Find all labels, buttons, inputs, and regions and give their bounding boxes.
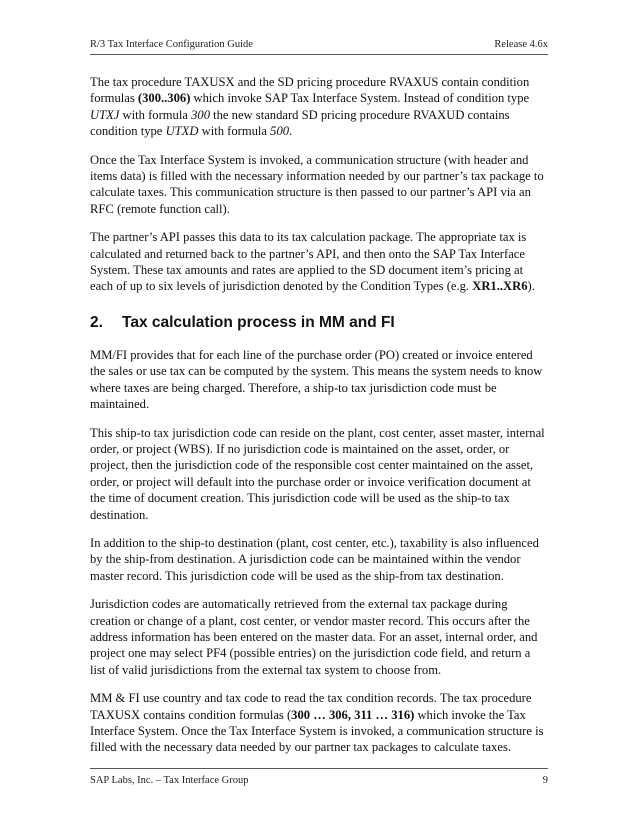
header-divider xyxy=(90,54,548,55)
condition-type-utxj: UTXJ xyxy=(90,107,120,122)
paragraph-partner-api xyxy=(90,229,548,295)
paragraph-condition-formulas xyxy=(90,74,548,140)
paragraph-mm-fi-condition-records xyxy=(90,690,548,756)
section-heading xyxy=(90,313,548,333)
header-release: Release 4.6x xyxy=(494,39,548,50)
text-run: The partner’s API passes this data to its tax calculation package. The appropriate tax is calculated and returned back to the partner’s API, and then onto the SAP Tax Interface System. These tax amounts and rates are applied to the SD document item’s pricing at each of up to six levels of jurisdiction denoted by the Condition Types (e.g. xyxy=(90,230,527,294)
header-title: R/3 Tax Interface Configuration Guide xyxy=(90,39,253,50)
text-run: which invoke SAP Tax Interface System. Instead of condition type xyxy=(190,91,530,106)
formula-range: (300..306) xyxy=(137,91,191,106)
paragraph-ship-from: In addition to the ship-to destination (plant, cost center, etc.), taxability is also influenced by the ship-from destination. A jurisdiction code can be maintained within the vendor master record. This jurisdiction code will be used as the ship-from tax destination. xyxy=(90,535,539,583)
paragraph-communication-structure: Once the Tax Interface System is invoked, a communication structure (with header and items data) is filled with the necessary information needed by our partner’s tax package to calculate taxes. This communication structure is then passed to our partner’s API via an RFC (remote function call). xyxy=(90,152,544,216)
condition-type-utxd: UTXD xyxy=(165,124,199,139)
page-footer xyxy=(90,774,548,787)
text-run: MM & FI use country and tax code to read the tax condition records. The tax procedure TAXUSX contains condition formulas ( xyxy=(90,691,532,722)
formula-range: 300 … 306, 311 … 316) xyxy=(291,707,415,722)
page-header xyxy=(90,38,548,51)
section-number: 2. xyxy=(90,313,103,331)
paragraph-mm-fi-provides: MM/FI provides that for each line of the purchase order (PO) created or invoice entered the sales or use tax can be computed by the system. This means the system needs to know where taxes are being charged. Therefore, a ship-to tax jurisdiction code must be maintained. xyxy=(90,347,543,412)
page-number: 9 xyxy=(542,775,548,786)
formula-500: 500 xyxy=(270,124,290,139)
text-run: with formula xyxy=(198,124,271,139)
text-run: with formula xyxy=(119,107,192,122)
text-run: the new standard SD pricing procedure RVAXUD contains condition type xyxy=(90,107,510,139)
paragraph-ship-to-code: This ship-to tax jurisdiction code can reside on the plant, cost center, asset master, internal order, or project (WBS). If no jurisdiction code is maintained on the asset, order, or project, then the jurisdiction code of the responsible cost center maintained on the asset, order, or project will default into the purchase order or invoice verification document at the time of document creation. This jurisdiction code will be used as the ship-to tax destination. xyxy=(90,425,545,522)
formula-300: 300 xyxy=(191,107,210,122)
text-run: ). xyxy=(527,279,535,294)
text-run: which invoke the Tax Interface System. Once the Tax Interface System is invoked, a communication structure is filled with the necessary data needed by our partner tax packages to calculate taxes. xyxy=(90,707,544,755)
section-title: Tax calculation process in MM and FI xyxy=(122,313,395,331)
text-run: . xyxy=(289,124,293,139)
document-body xyxy=(90,74,548,768)
footer-divider xyxy=(90,768,548,769)
condition-types-range: XR1..XR6 xyxy=(472,279,528,294)
footer-organization: SAP Labs, Inc. – Tax Interface Group xyxy=(90,775,249,786)
text-run: The tax procedure TAXUSX and the SD pricing procedure RVAXUS contain condition formulas xyxy=(90,75,530,106)
paragraph-jurisdiction-retrieval: Jurisdiction codes are automatically retrieved from the external tax package during creation or change of a plant, cost center, or vendor master record. This occurs after the address information has been entered on the master data. For an asset, internal order, and project one may select PF4 (possible entries) on the jurisdiction code field, and return a list of valid jurisdictions from the external tax system to choose from. xyxy=(90,597,538,677)
